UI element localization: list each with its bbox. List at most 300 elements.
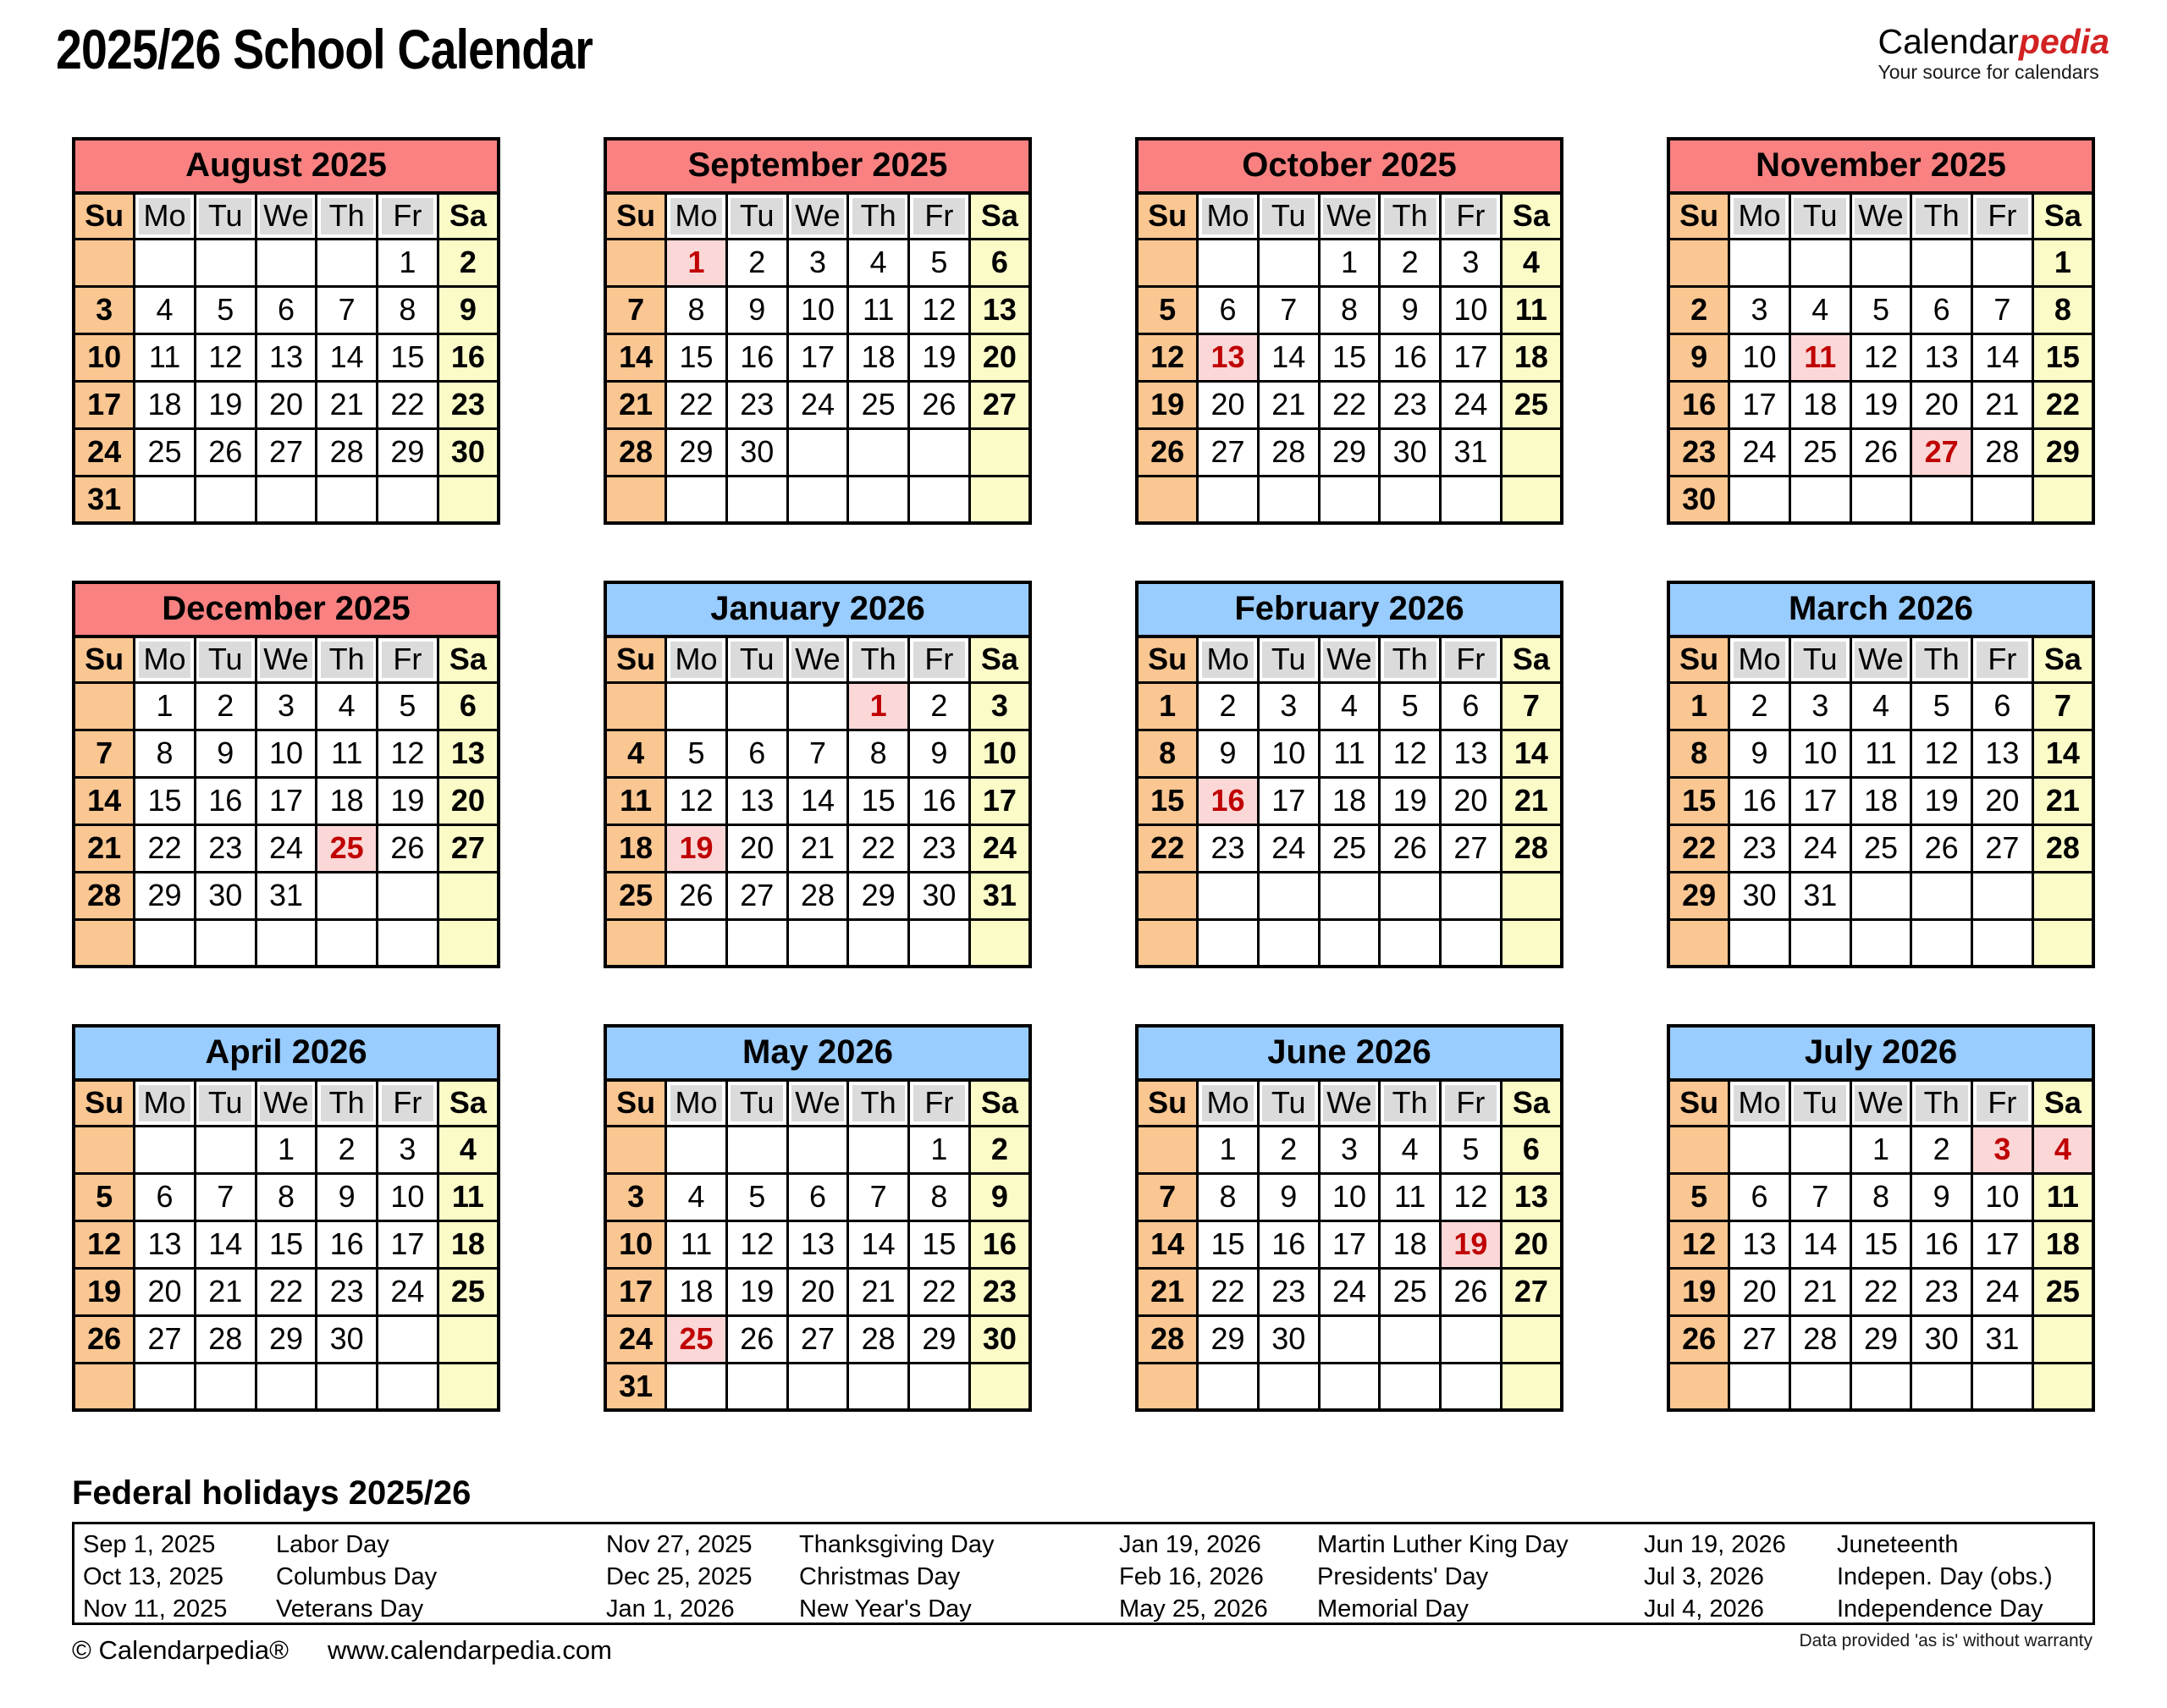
- date-cell: [1501, 476, 1562, 523]
- date-cell: [1501, 872, 1562, 919]
- date-cell: 7: [1501, 682, 1562, 730]
- day-of-week-header: Tu: [1789, 193, 1850, 239]
- date-cell: 8: [666, 286, 727, 333]
- day-of-week-header: Mo: [135, 636, 196, 682]
- date-cell: 12: [1137, 333, 1198, 381]
- date-cell: 31: [1789, 872, 1850, 919]
- date-cell: [605, 1126, 666, 1173]
- day-of-week-header: We: [787, 193, 848, 239]
- date-cell: 22: [378, 381, 438, 428]
- date-cell: 2: [1198, 682, 1259, 730]
- date-cell: 21: [848, 1268, 909, 1315]
- date-cell: 4: [1501, 239, 1562, 286]
- day-of-week-header: Mo: [666, 1080, 727, 1126]
- date-cell: 20: [787, 1268, 848, 1315]
- date-cell: [1137, 919, 1198, 967]
- date-cell: 7: [1789, 1173, 1850, 1220]
- day-of-week-header: Fr: [1441, 636, 1502, 682]
- date-cell: 15: [848, 777, 909, 824]
- date-cell: [1850, 872, 1911, 919]
- date-cell: 14: [605, 333, 666, 381]
- date-cell: 14: [1258, 333, 1319, 381]
- date-cell: 5: [1380, 682, 1441, 730]
- day-of-week-header: Th: [1911, 193, 1972, 239]
- date-cell: 4: [2032, 1126, 2093, 1173]
- date-cell: 18: [848, 333, 909, 381]
- date-cell: 16: [726, 333, 787, 381]
- date-cell: [605, 239, 666, 286]
- date-cell: 14: [848, 1220, 909, 1268]
- date-cell: 25: [2032, 1268, 2093, 1315]
- date-cell: 4: [135, 286, 196, 333]
- date-cell: [438, 1363, 499, 1410]
- date-cell: [317, 239, 378, 286]
- day-of-week-header: Mo: [1729, 193, 1790, 239]
- date-cell: 10: [74, 333, 135, 381]
- date-cell: [1501, 428, 1562, 476]
- holiday-date: Feb 16, 2026: [1119, 1562, 1264, 1590]
- date-cell: 10: [378, 1173, 438, 1220]
- date-cell: [1198, 919, 1259, 967]
- date-cell: 4: [605, 730, 666, 777]
- day-of-week-header: We: [256, 193, 317, 239]
- date-cell: 12: [1441, 1173, 1502, 1220]
- date-cell: 17: [787, 333, 848, 381]
- day-of-week-header: Tu: [726, 193, 787, 239]
- date-cell: 25: [848, 381, 909, 428]
- date-cell: 25: [1789, 428, 1850, 476]
- date-cell: 23: [195, 824, 256, 872]
- date-cell: 23: [317, 1268, 378, 1315]
- date-cell: [969, 919, 1030, 967]
- date-cell: 18: [1319, 777, 1380, 824]
- date-cell: 2: [438, 239, 499, 286]
- date-cell: 30: [195, 872, 256, 919]
- date-cell: 14: [195, 1220, 256, 1268]
- logo-part-calendar: Calendar: [1878, 22, 2019, 61]
- date-cell: [1729, 476, 1790, 523]
- date-cell: 7: [195, 1173, 256, 1220]
- date-cell: [74, 1126, 135, 1173]
- date-cell: 21: [2032, 777, 2093, 824]
- date-cell: [1137, 1363, 1198, 1410]
- date-cell: 27: [726, 872, 787, 919]
- month-title: May 2026: [604, 1024, 1032, 1078]
- date-cell: 20: [1441, 777, 1502, 824]
- day-of-week-header: We: [1850, 1080, 1911, 1126]
- logo-tagline: Your source for calendars: [1878, 61, 2099, 84]
- date-cell: 25: [666, 1315, 727, 1363]
- day-of-week-header: Sa: [438, 636, 499, 682]
- date-cell: 8: [1198, 1173, 1259, 1220]
- date-cell: 24: [256, 824, 317, 872]
- date-cell: [1501, 919, 1562, 967]
- date-cell: 26: [1380, 824, 1441, 872]
- date-cell: 5: [74, 1173, 135, 1220]
- date-cell: [1911, 476, 1972, 523]
- date-cell: [909, 919, 970, 967]
- date-cell: 23: [909, 824, 970, 872]
- logo-part-pedia: pedia: [2018, 22, 2109, 61]
- date-cell: [378, 872, 438, 919]
- date-cell: 7: [605, 286, 666, 333]
- month-title: March 2026: [1667, 581, 2095, 635]
- day-of-week-header: We: [1850, 636, 1911, 682]
- date-cell: [438, 1315, 499, 1363]
- date-cell: [1789, 1363, 1850, 1410]
- holiday-name: Juneteenth: [1837, 1530, 1959, 1558]
- date-cell: [848, 1126, 909, 1173]
- date-cell: 3: [1789, 682, 1850, 730]
- date-cell: 2: [1911, 1126, 1972, 1173]
- date-cell: 3: [1441, 239, 1502, 286]
- day-of-week-header: Su: [1137, 1080, 1198, 1126]
- date-cell: [2032, 1315, 2093, 1363]
- date-cell: 29: [666, 428, 727, 476]
- month-grid: [1135, 635, 1563, 968]
- day-of-week-header: Fr: [378, 636, 438, 682]
- date-cell: 23: [438, 381, 499, 428]
- day-of-week-header: Mo: [1198, 193, 1259, 239]
- day-of-week-header: Th: [317, 1080, 378, 1126]
- month-title: July 2026: [1667, 1024, 2095, 1078]
- date-cell: 15: [378, 333, 438, 381]
- date-cell: 17: [1441, 333, 1502, 381]
- month-title: October 2025: [1135, 137, 1563, 191]
- day-of-week-header: We: [256, 636, 317, 682]
- holiday-name: Columbus Day: [276, 1562, 438, 1590]
- date-cell: [1789, 239, 1850, 286]
- date-cell: 7: [2032, 682, 2093, 730]
- date-cell: [969, 476, 1030, 523]
- date-cell: 21: [317, 381, 378, 428]
- date-cell: 27: [1911, 428, 1972, 476]
- day-of-week-header: Th: [317, 636, 378, 682]
- date-cell: [135, 239, 196, 286]
- month-card: [1135, 1024, 1563, 1412]
- day-of-week-header: Fr: [909, 636, 970, 682]
- date-cell: 17: [1972, 1220, 2033, 1268]
- date-cell: 15: [2032, 333, 2093, 381]
- date-cell: [726, 476, 787, 523]
- date-cell: 22: [2032, 381, 2093, 428]
- date-cell: 9: [726, 286, 787, 333]
- date-cell: 28: [2032, 824, 2093, 872]
- date-cell: [787, 919, 848, 967]
- date-cell: 1: [1319, 239, 1380, 286]
- date-cell: 9: [1911, 1173, 1972, 1220]
- date-cell: 3: [787, 239, 848, 286]
- date-cell: [1729, 1363, 1790, 1410]
- date-cell: 23: [1258, 1268, 1319, 1315]
- month-card: [1667, 1024, 2095, 1412]
- copyright-line: [72, 1635, 612, 1666]
- date-cell: 13: [256, 333, 317, 381]
- date-cell: 28: [1972, 428, 2033, 476]
- date-cell: 18: [317, 777, 378, 824]
- date-cell: 5: [726, 1173, 787, 1220]
- date-cell: 20: [1501, 1220, 1562, 1268]
- date-cell: [135, 476, 196, 523]
- date-cell: 15: [256, 1220, 317, 1268]
- day-of-week-header: Sa: [438, 193, 499, 239]
- day-of-week-header: Sa: [2032, 193, 2093, 239]
- date-cell: 20: [726, 824, 787, 872]
- date-cell: [135, 919, 196, 967]
- date-cell: 25: [605, 872, 666, 919]
- date-cell: 18: [1850, 777, 1911, 824]
- date-cell: 22: [1668, 824, 1729, 872]
- date-cell: 25: [1850, 824, 1911, 872]
- month-title: August 2025: [72, 137, 500, 191]
- date-cell: 19: [909, 333, 970, 381]
- month-grid: [1667, 1078, 2095, 1412]
- date-cell: [378, 919, 438, 967]
- date-cell: 26: [726, 1315, 787, 1363]
- holiday-name: Thanksgiving Day: [799, 1530, 995, 1558]
- date-cell: [1319, 1315, 1380, 1363]
- date-cell: 26: [1668, 1315, 1729, 1363]
- date-cell: [1501, 1363, 1562, 1410]
- date-cell: 1: [1137, 682, 1198, 730]
- date-cell: 12: [1911, 730, 1972, 777]
- date-cell: 11: [1319, 730, 1380, 777]
- date-cell: 16: [438, 333, 499, 381]
- holiday-name: Veterans Day: [276, 1595, 424, 1623]
- date-cell: 10: [1258, 730, 1319, 777]
- date-cell: [1258, 476, 1319, 523]
- date-cell: 17: [969, 777, 1030, 824]
- date-cell: 25: [135, 428, 196, 476]
- date-cell: 22: [848, 824, 909, 872]
- date-cell: 16: [1258, 1220, 1319, 1268]
- date-cell: [438, 919, 499, 967]
- date-cell: 16: [317, 1220, 378, 1268]
- day-of-week-header: We: [1850, 193, 1911, 239]
- date-cell: 15: [1137, 777, 1198, 824]
- date-cell: [256, 239, 317, 286]
- date-cell: 3: [1258, 682, 1319, 730]
- date-cell: 13: [787, 1220, 848, 1268]
- date-cell: 19: [1911, 777, 1972, 824]
- date-cell: [195, 919, 256, 967]
- date-cell: 24: [378, 1268, 438, 1315]
- date-cell: 5: [195, 286, 256, 333]
- date-cell: 19: [666, 824, 727, 872]
- date-cell: 11: [2032, 1173, 2093, 1220]
- date-cell: 30: [1729, 872, 1790, 919]
- day-of-week-header: Mo: [135, 1080, 196, 1126]
- date-cell: 17: [256, 777, 317, 824]
- date-cell: 11: [1501, 286, 1562, 333]
- date-cell: [666, 1363, 727, 1410]
- date-cell: 27: [787, 1315, 848, 1363]
- date-cell: 7: [848, 1173, 909, 1220]
- date-cell: 16: [1380, 333, 1441, 381]
- day-of-week-header: Th: [1911, 1080, 1972, 1126]
- date-cell: [666, 682, 727, 730]
- date-cell: 24: [1319, 1268, 1380, 1315]
- date-cell: 17: [378, 1220, 438, 1268]
- date-cell: [74, 1363, 135, 1410]
- date-cell: [1137, 239, 1198, 286]
- date-cell: [256, 1363, 317, 1410]
- date-cell: 8: [1668, 730, 1729, 777]
- date-cell: 27: [438, 824, 499, 872]
- month-card: [604, 581, 1032, 968]
- date-cell: 10: [1789, 730, 1850, 777]
- date-cell: 1: [1198, 1126, 1259, 1173]
- day-of-week-header: Sa: [1501, 1080, 1562, 1126]
- date-cell: 21: [1972, 381, 2033, 428]
- date-cell: 9: [438, 286, 499, 333]
- month-title: December 2025: [72, 581, 500, 635]
- date-cell: 27: [969, 381, 1030, 428]
- date-cell: 27: [256, 428, 317, 476]
- date-cell: 16: [1729, 777, 1790, 824]
- date-cell: 9: [317, 1173, 378, 1220]
- date-cell: [135, 1126, 196, 1173]
- date-cell: [317, 919, 378, 967]
- day-of-week-header: Su: [1137, 193, 1198, 239]
- calendarpedia-logo: [1878, 24, 2109, 82]
- date-cell: [787, 428, 848, 476]
- date-cell: 5: [1441, 1126, 1502, 1173]
- date-cell: 11: [848, 286, 909, 333]
- date-cell: 29: [1319, 428, 1380, 476]
- day-of-week-header: Sa: [969, 636, 1030, 682]
- date-cell: [1972, 239, 2033, 286]
- date-cell: 26: [666, 872, 727, 919]
- date-cell: 29: [1198, 1315, 1259, 1363]
- date-cell: 7: [1137, 1173, 1198, 1220]
- date-cell: 29: [378, 428, 438, 476]
- date-cell: 28: [1789, 1315, 1850, 1363]
- month-title: September 2025: [604, 137, 1032, 191]
- date-cell: 7: [1258, 286, 1319, 333]
- date-cell: 8: [1137, 730, 1198, 777]
- date-cell: [378, 476, 438, 523]
- date-cell: 9: [1668, 333, 1729, 381]
- date-cell: 2: [1668, 286, 1729, 333]
- date-cell: 21: [1501, 777, 1562, 824]
- date-cell: [1729, 239, 1790, 286]
- month-title: January 2026: [604, 581, 1032, 635]
- date-cell: 17: [1789, 777, 1850, 824]
- date-cell: 25: [317, 824, 378, 872]
- month-card: [604, 1024, 1032, 1412]
- date-cell: [2032, 919, 2093, 967]
- date-cell: 11: [605, 777, 666, 824]
- date-cell: 18: [1789, 381, 1850, 428]
- date-cell: [1198, 1363, 1259, 1410]
- date-cell: 21: [1137, 1268, 1198, 1315]
- date-cell: 19: [195, 381, 256, 428]
- date-cell: 12: [909, 286, 970, 333]
- date-cell: [1380, 1363, 1441, 1410]
- date-cell: [1380, 872, 1441, 919]
- date-cell: 27: [1441, 824, 1502, 872]
- date-cell: [74, 682, 135, 730]
- date-cell: [1972, 919, 2033, 967]
- date-cell: 11: [438, 1173, 499, 1220]
- holiday-name: Indepen. Day (obs.): [1837, 1562, 2053, 1590]
- date-cell: 27: [1198, 428, 1259, 476]
- date-cell: 16: [1198, 777, 1259, 824]
- month-card: [1667, 581, 2095, 968]
- date-cell: 5: [1137, 286, 1198, 333]
- date-cell: 17: [1729, 381, 1790, 428]
- date-cell: 24: [1441, 381, 1502, 428]
- day-of-week-header: Sa: [2032, 1080, 2093, 1126]
- date-cell: 28: [1501, 824, 1562, 872]
- date-cell: 31: [1972, 1315, 2033, 1363]
- day-of-week-header: Su: [1668, 636, 1729, 682]
- date-cell: 6: [969, 239, 1030, 286]
- date-cell: [1258, 872, 1319, 919]
- date-cell: 12: [726, 1220, 787, 1268]
- date-cell: 25: [1380, 1268, 1441, 1315]
- date-cell: 12: [378, 730, 438, 777]
- date-cell: 11: [135, 333, 196, 381]
- date-cell: 19: [1137, 381, 1198, 428]
- day-of-week-header: Tu: [195, 193, 256, 239]
- date-cell: 4: [438, 1126, 499, 1173]
- date-cell: [1198, 239, 1259, 286]
- day-of-week-header: Su: [1137, 636, 1198, 682]
- date-cell: 31: [256, 872, 317, 919]
- date-cell: 14: [74, 777, 135, 824]
- date-cell: 30: [1668, 476, 1729, 523]
- date-cell: 18: [135, 381, 196, 428]
- date-cell: 13: [969, 286, 1030, 333]
- date-cell: 14: [1137, 1220, 1198, 1268]
- month-card: [1667, 137, 2095, 525]
- date-cell: 1: [1668, 682, 1729, 730]
- month-card: [1135, 581, 1563, 968]
- date-cell: [726, 1363, 787, 1410]
- date-cell: [1668, 1363, 1729, 1410]
- date-cell: 12: [666, 777, 727, 824]
- date-cell: 19: [74, 1268, 135, 1315]
- date-cell: 1: [848, 682, 909, 730]
- date-cell: 30: [317, 1315, 378, 1363]
- date-cell: [1441, 1315, 1502, 1363]
- date-cell: 7: [787, 730, 848, 777]
- date-cell: 5: [1668, 1173, 1729, 1220]
- date-cell: 20: [969, 333, 1030, 381]
- date-cell: [1380, 476, 1441, 523]
- date-cell: 14: [1972, 333, 2033, 381]
- holiday-date: Jul 4, 2026: [1644, 1595, 1764, 1623]
- date-cell: 26: [378, 824, 438, 872]
- date-cell: [1380, 1315, 1441, 1363]
- date-cell: 4: [1319, 682, 1380, 730]
- date-cell: [1501, 1315, 1562, 1363]
- date-cell: 28: [74, 872, 135, 919]
- date-cell: [666, 1126, 727, 1173]
- date-cell: [848, 428, 909, 476]
- date-cell: [1972, 476, 2033, 523]
- date-cell: 24: [1729, 428, 1790, 476]
- date-cell: 4: [848, 239, 909, 286]
- date-cell: [1668, 1126, 1729, 1173]
- date-cell: 24: [1789, 824, 1850, 872]
- holidays-title: Federal holidays 2025/26: [72, 1474, 471, 1512]
- holiday-name: Labor Day: [276, 1530, 389, 1558]
- date-cell: 15: [666, 333, 727, 381]
- day-of-week-header: Mo: [1198, 1080, 1259, 1126]
